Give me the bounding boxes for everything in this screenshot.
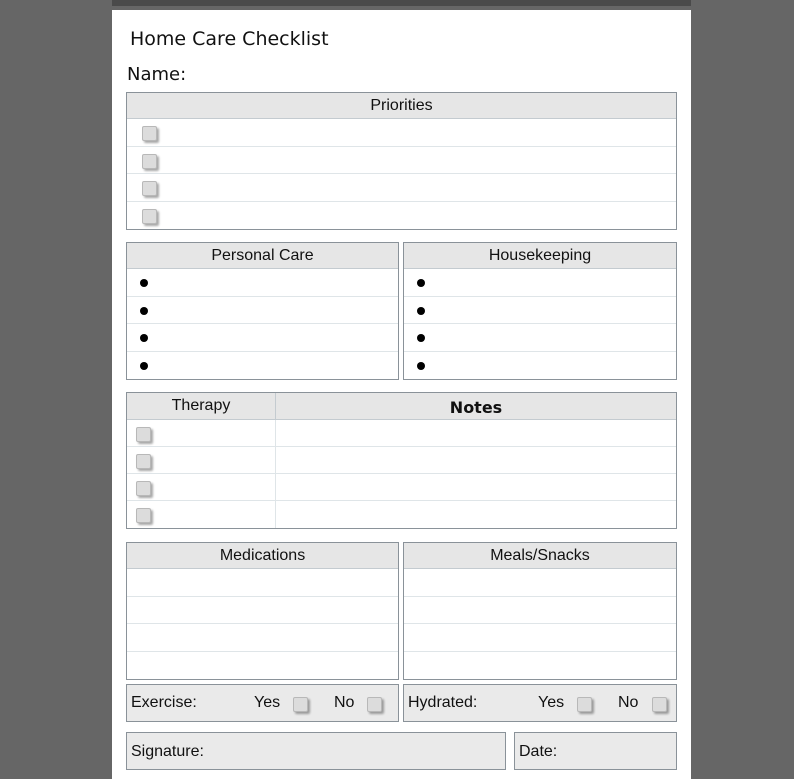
exercise-no-label: No <box>334 694 355 711</box>
hydrated-label: Hydrated: <box>408 694 478 711</box>
page-title: Home Care Checklist <box>130 28 329 50</box>
list-item[interactable] <box>404 569 676 597</box>
list-item <box>127 119 676 147</box>
therapy-notes-section <box>126 392 677 529</box>
list-item <box>127 202 676 230</box>
bullet-icon <box>417 307 425 315</box>
notes-line[interactable] <box>276 474 676 501</box>
list-item[interactable] <box>404 597 676 625</box>
notes-line[interactable] <box>276 447 676 474</box>
list-item <box>127 269 398 297</box>
list-item <box>404 297 676 325</box>
window-top-bar <box>112 0 691 6</box>
personal-care-section <box>126 242 399 380</box>
date-label: Date: <box>519 743 558 760</box>
bullet-icon <box>417 334 425 342</box>
notes-line[interactable] <box>276 501 676 528</box>
medications-section <box>126 542 399 680</box>
list-item <box>127 297 398 325</box>
checkbox[interactable] <box>136 454 151 469</box>
list-item[interactable] <box>127 624 398 652</box>
housekeeping-header: Housekeeping <box>404 243 676 269</box>
list-item <box>127 447 275 474</box>
therapy-column <box>127 420 276 528</box>
priorities-header: Priorities <box>127 93 676 119</box>
hydrated-yes-checkbox[interactable] <box>577 697 592 712</box>
list-item <box>127 420 275 447</box>
name-label: Name: <box>127 64 187 85</box>
checklist-page <box>112 10 691 779</box>
bullet-icon <box>140 334 148 342</box>
bullet-icon <box>417 362 425 370</box>
list-item <box>127 324 398 352</box>
signature-field[interactable] <box>126 732 506 770</box>
bullet-icon <box>140 307 148 315</box>
hydrated-yes-label: Yes <box>538 694 565 711</box>
exercise-no-checkbox[interactable] <box>367 697 382 712</box>
meals-section <box>403 542 677 680</box>
checkbox[interactable] <box>142 181 157 196</box>
hydrated-no-checkbox[interactable] <box>652 697 667 712</box>
personal-care-header: Personal Care <box>127 243 398 269</box>
checkbox[interactable] <box>136 427 151 442</box>
meals-header: Meals/Snacks <box>404 543 676 569</box>
housekeeping-section <box>403 242 677 380</box>
list-item[interactable] <box>404 624 676 652</box>
checkbox[interactable] <box>142 154 157 169</box>
notes-header: Notes <box>449 398 503 417</box>
list-item[interactable] <box>127 652 398 680</box>
medications-header: Medications <box>127 543 398 569</box>
checkbox[interactable] <box>136 481 151 496</box>
hydrated-row <box>403 684 677 722</box>
date-field[interactable] <box>514 732 677 770</box>
list-item <box>127 474 275 501</box>
exercise-label: Exercise: <box>131 694 197 711</box>
list-item <box>404 352 676 380</box>
notes-line[interactable] <box>276 420 676 447</box>
list-item[interactable] <box>404 652 676 680</box>
bullet-icon <box>140 362 148 370</box>
list-item <box>127 147 676 175</box>
list-item[interactable] <box>127 597 398 625</box>
checkbox[interactable] <box>142 209 157 224</box>
bullet-icon <box>417 279 425 287</box>
list-item <box>127 352 398 380</box>
list-item <box>127 501 275 528</box>
priorities-section <box>126 92 677 230</box>
notes-column[interactable] <box>276 420 676 528</box>
exercise-yes-checkbox[interactable] <box>293 697 308 712</box>
list-item <box>404 324 676 352</box>
checkbox[interactable] <box>136 508 151 523</box>
list-item <box>404 269 676 297</box>
exercise-row <box>126 684 399 722</box>
hydrated-no-label: No <box>618 694 639 711</box>
therapy-header: Therapy <box>127 393 276 419</box>
checkbox[interactable] <box>142 126 157 141</box>
bullet-icon <box>140 279 148 287</box>
list-item <box>127 174 676 202</box>
exercise-yes-label: Yes <box>254 694 281 711</box>
list-item[interactable] <box>127 569 398 597</box>
signature-label: Signature: <box>131 743 204 760</box>
